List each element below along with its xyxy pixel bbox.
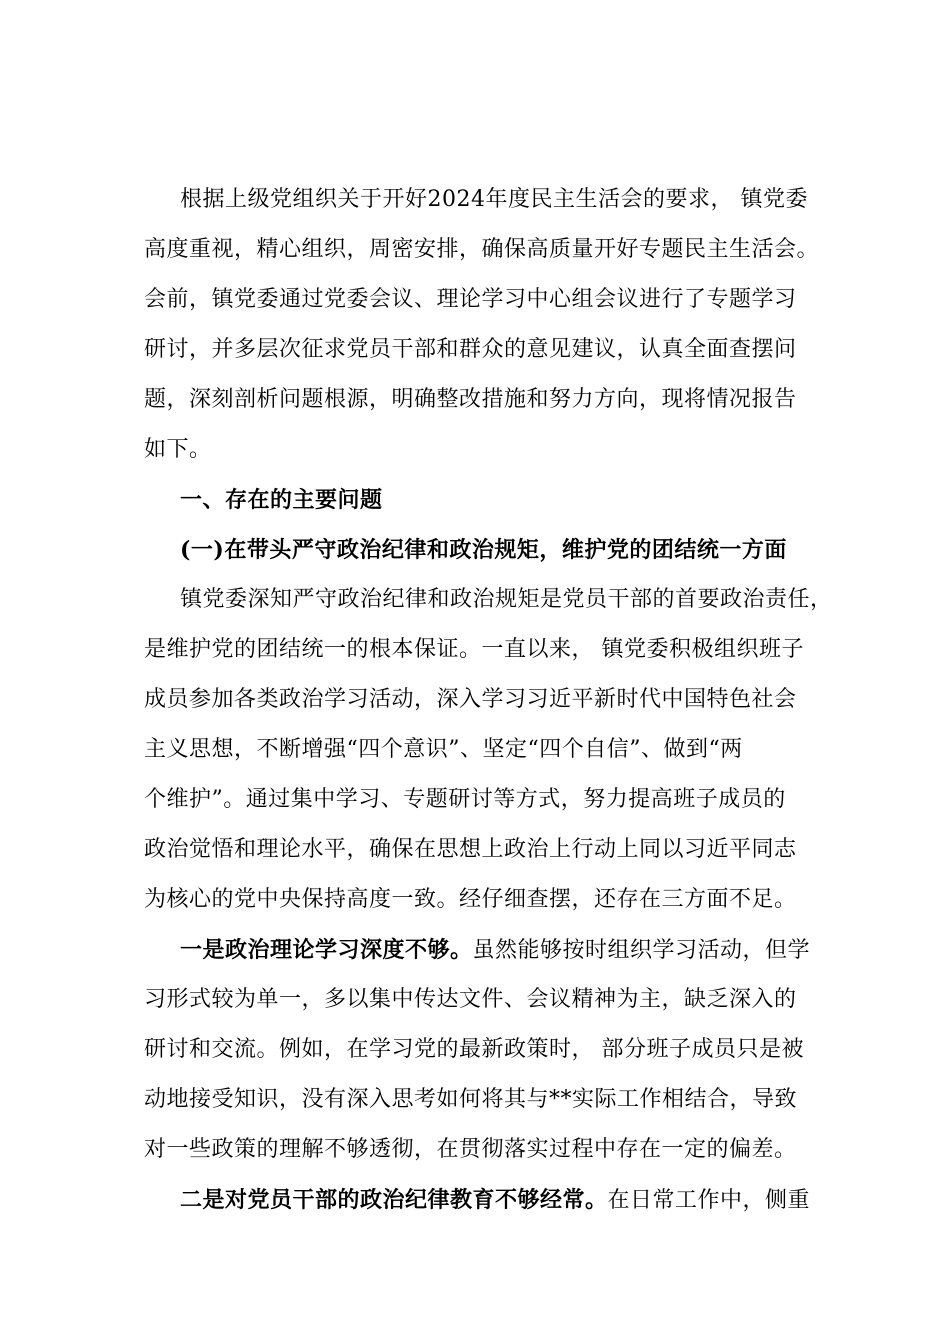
- intro-line-4: 研讨，并多层次征求党员干部和群众的意见建议，认真全面查摆问: [144, 337, 797, 362]
- para1-line-2: 是维护党的团结统一的根本保证。一直以来， 镇党委积极组织班子: [144, 637, 804, 662]
- para3-line-1: [180, 1180, 810, 1220]
- section-heading: 一、存在的主要问题: [180, 487, 383, 513]
- para3-lead: 二是对党员干部的政治纪律教育不够经常。: [180, 1187, 608, 1213]
- para2-line-1: [180, 930, 810, 970]
- intro-line-5: 题，深刻剖析问题根源，明确整改措施和努力方向，现将情况报告: [144, 387, 797, 412]
- intro-line-1: 根据上级党组织关于开好2024年度民主生活会的要求， 镇党委: [180, 187, 808, 212]
- para3-rest: 在日常工作中，侧重: [607, 1188, 811, 1213]
- para1-line-1: 镇党委深知严守政治纪律和政治规矩是党员干部的首要政治责任，: [180, 587, 833, 612]
- intro-line-6: 如下。: [144, 437, 212, 462]
- para1-line-5: 个维护”。通过集中学习、专题研讨等方式，努力提高班子成员的: [144, 787, 786, 812]
- para2-line-5: 对一些政策的理解不够透彻，在贯彻落实过程中存在一定的偏差。: [144, 1137, 797, 1162]
- para2-lead: 一是政治理论学习深度不够。: [180, 937, 473, 963]
- intro-line-2: 高度重视，精心组织，周密安排，确保高质量开好专题民主生活会。: [144, 237, 820, 262]
- para1-line-7: 为核心的党中央保持高度一致。经仔细查摆，还存在三方面不足。: [144, 887, 797, 912]
- para2-rest: 虽然能够按时组织学习活动，但学: [472, 938, 811, 963]
- intro-line-3: 会前，镇党委通过党委会议、理论学习中心组会议进行了专题学习: [144, 287, 797, 312]
- subsection-heading: (一)在带头严守政治纪律和政治规矩，维护党的团结统一方面: [180, 537, 787, 563]
- para2-line-2: 习形式较为单一，多以集中传达文件、会议精神为主，缺乏深入的: [144, 987, 797, 1012]
- para2-line-4: 动地接受知识，没有深入思考如何将其与**实际工作相结合，导致: [144, 1087, 798, 1112]
- para2-line-3: 研讨和交流。例如，在学习党的最新政策时， 部分班子成员只是被: [144, 1037, 804, 1062]
- para1-line-4: 主义思想，不断增强“四个意识”、坚定“四个自信”、做到“两: [144, 737, 743, 762]
- para1-line-3: 成员参加各类政治学习活动，深入学习习近平新时代中国特色社会: [144, 687, 797, 712]
- para1-line-6: 政治觉悟和理论水平，确保在思想上政治上行动上同以习近平同志: [144, 837, 797, 862]
